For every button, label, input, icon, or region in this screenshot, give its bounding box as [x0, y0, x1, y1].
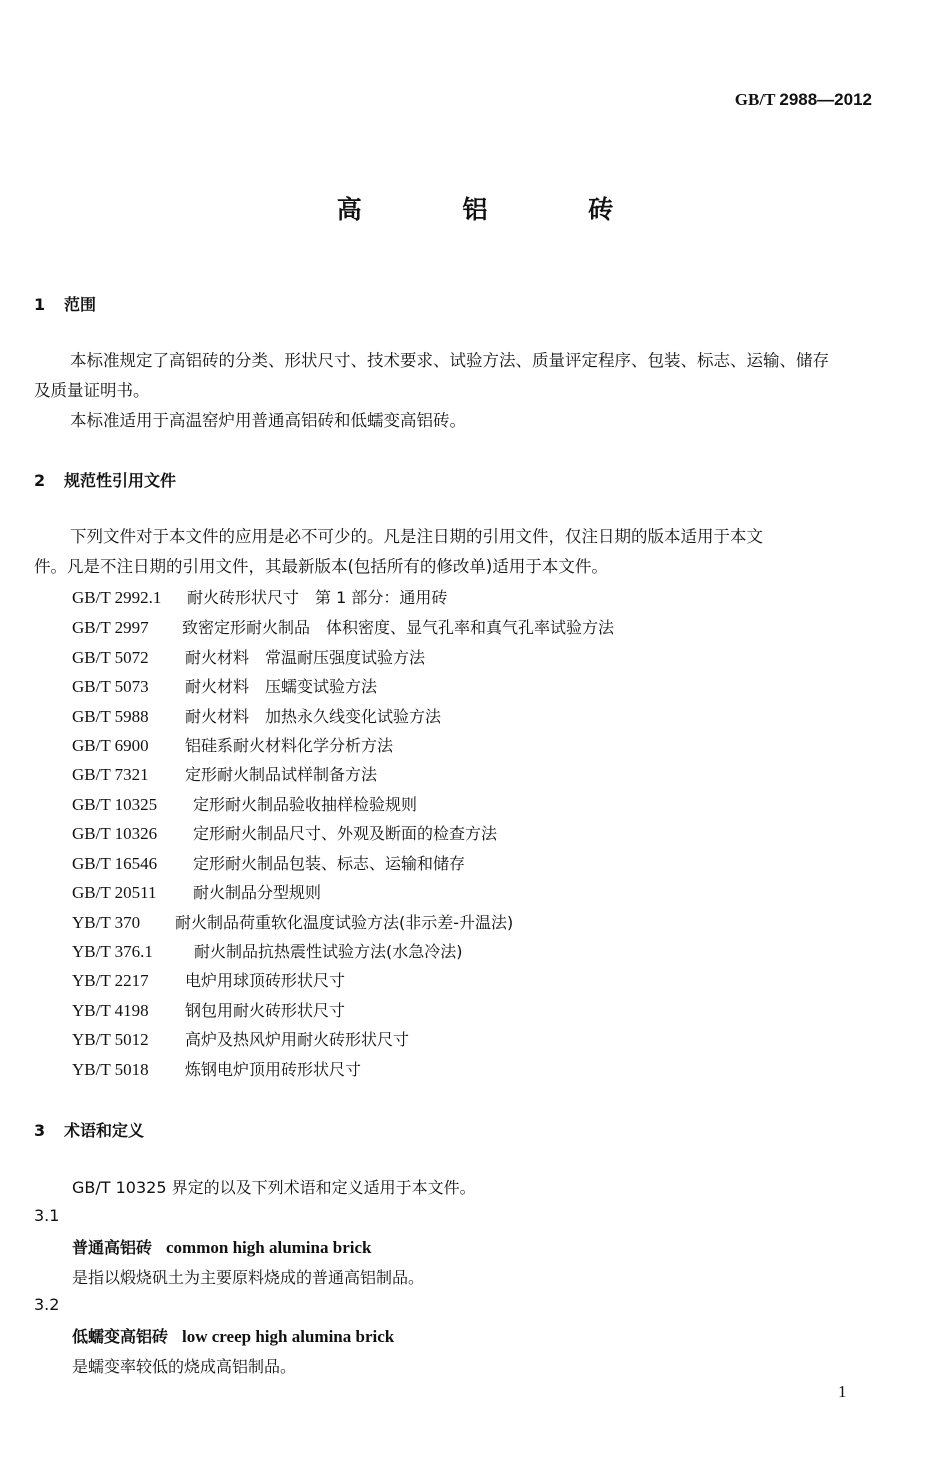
reference-code: GB/T 5073 [72, 677, 149, 696]
reference-code: GB/T 10325 [72, 795, 158, 814]
reference-code: GB/T 2992.1 [72, 588, 162, 607]
reference-code: GB/T 7321 [72, 765, 149, 784]
reference-code: GB/T 20511 [72, 883, 157, 902]
reference-title: 铝硅系耐火材料化学分析方法 [185, 736, 394, 755]
term-chinese: 普通高铝砖 [72, 1238, 153, 1257]
reference-title: 耐火砖形状尺寸 第 1 部分：通用砖 [187, 588, 448, 607]
reference-item [72, 851, 465, 874]
reference-title: 高炉及热风炉用耐火砖形状尺寸 [185, 1030, 410, 1049]
reference-title: 定形耐火制品试样制备方法 [185, 765, 378, 784]
term-entry [72, 1324, 394, 1347]
reference-title: 耐火材料 加热永久线变化试验方法 [185, 707, 442, 726]
page-number: 1 [838, 1382, 847, 1401]
reference-code: GB/T 10326 [72, 824, 158, 843]
reference-item [72, 998, 345, 1021]
reference-item [72, 821, 497, 844]
reference-item [72, 1027, 409, 1050]
reference-item [72, 910, 513, 933]
reference-item [72, 792, 417, 815]
reference-code: GB/T 5072 [72, 648, 149, 667]
section-1-heading [34, 292, 96, 315]
reference-item [72, 674, 377, 697]
reference-title: 耐火制品荷重软化温度试验方法(非示差-升温法) [175, 913, 514, 932]
reference-title: 定形耐火制品包装、标志、运输和储存 [193, 854, 466, 873]
reference-code: YB/T 370 [72, 913, 141, 932]
section-number: 1 [34, 295, 46, 314]
clause-number: 3.2 [34, 1295, 60, 1314]
section-3-heading [34, 1118, 144, 1141]
reference-item [72, 880, 321, 903]
standard-number: 2988—2012 [779, 90, 872, 109]
reference-title: 定形耐火制品尺寸、外观及断面的检查方法 [193, 824, 498, 843]
reference-item [72, 585, 447, 608]
term-definition: 是蠕变率较低的烧成高铝制品。 [72, 1357, 297, 1376]
reference-title: 耐火制品分型规则 [193, 883, 322, 902]
reference-item [72, 1057, 361, 1080]
reference-title: 耐火制品抗热震性试验方法(水急冷法) [194, 942, 463, 961]
standard-code [735, 90, 872, 110]
paragraph: 件。凡是不注日期的引用文件，其最新版本(包括所有的修改单)适用于本文件。 [34, 557, 608, 576]
reference-title: 电炉用球顶砖形状尺寸 [185, 971, 346, 990]
reference-item [72, 615, 614, 638]
reference-title: 致密定形耐火制品 体积密度、显气孔率和真气孔率试验方法 [182, 618, 615, 637]
reference-item [72, 704, 441, 727]
section-title: 规范性引用文件 [64, 471, 177, 490]
term-english: low creep high alumina brick [182, 1327, 395, 1346]
reference-code: YB/T 5018 [72, 1060, 149, 1079]
term-chinese: 低蠕变高铝砖 [72, 1327, 169, 1346]
reference-code: GB/T 16546 [72, 854, 158, 873]
term-entry [72, 1235, 371, 1258]
reference-code: GB/T 5988 [72, 707, 149, 726]
section-number: 2 [34, 471, 46, 490]
section-number: 3 [34, 1121, 46, 1140]
reference-code: YB/T 5012 [72, 1030, 149, 1049]
paragraph: GB/T 10325 界定的以及下列术语和定义适用于本文件。 [72, 1178, 476, 1197]
reference-title: 耐火材料 常温耐压强度试验方法 [185, 648, 426, 667]
reference-code: GB/T 6900 [72, 736, 149, 755]
section-2-heading [34, 468, 176, 491]
clause-number: 3.1 [34, 1206, 60, 1225]
term-definition: 是指以煅烧矾土为主要原料烧成的普通高铝制品。 [72, 1268, 425, 1287]
standard-prefix: GB/T [734, 90, 776, 109]
paragraph: 本标准规定了高铝砖的分类、形状尺寸、技术要求、试验方法、质量评定程序、包装、标志、运输、储存 [70, 351, 829, 370]
reference-code: YB/T 4198 [72, 1001, 149, 1020]
reference-title: 钢包用耐火砖形状尺寸 [185, 1001, 346, 1020]
reference-title: 炼钢电炉顶用砖形状尺寸 [185, 1060, 362, 1079]
paragraph: 及质量证明书。 [34, 381, 150, 400]
reference-item [72, 733, 393, 756]
reference-item [72, 939, 463, 962]
reference-code: YB/T 2217 [72, 971, 149, 990]
reference-code: YB/T 376.1 [72, 942, 153, 961]
term-english: common high alumina brick [166, 1238, 372, 1257]
reference-item [72, 968, 345, 991]
reference-code: GB/T 2997 [72, 618, 149, 637]
reference-item [72, 645, 425, 668]
paragraph: 本标准适用于高温窑炉用普通高铝砖和低蠕变高铝砖。 [70, 411, 466, 430]
document-title: 高 铝 砖 [336, 195, 660, 224]
section-title: 术语和定义 [64, 1121, 145, 1140]
paragraph: 下列文件对于本文件的应用是必不可少的。凡是注日期的引用文件，仅注日期的版本适用于本文 [70, 527, 763, 546]
reference-title: 耐火材料 压蠕变试验方法 [185, 677, 378, 696]
reference-title: 定形耐火制品验收抽样检验规则 [193, 795, 418, 814]
section-title: 范围 [64, 295, 97, 314]
reference-item [72, 762, 377, 785]
